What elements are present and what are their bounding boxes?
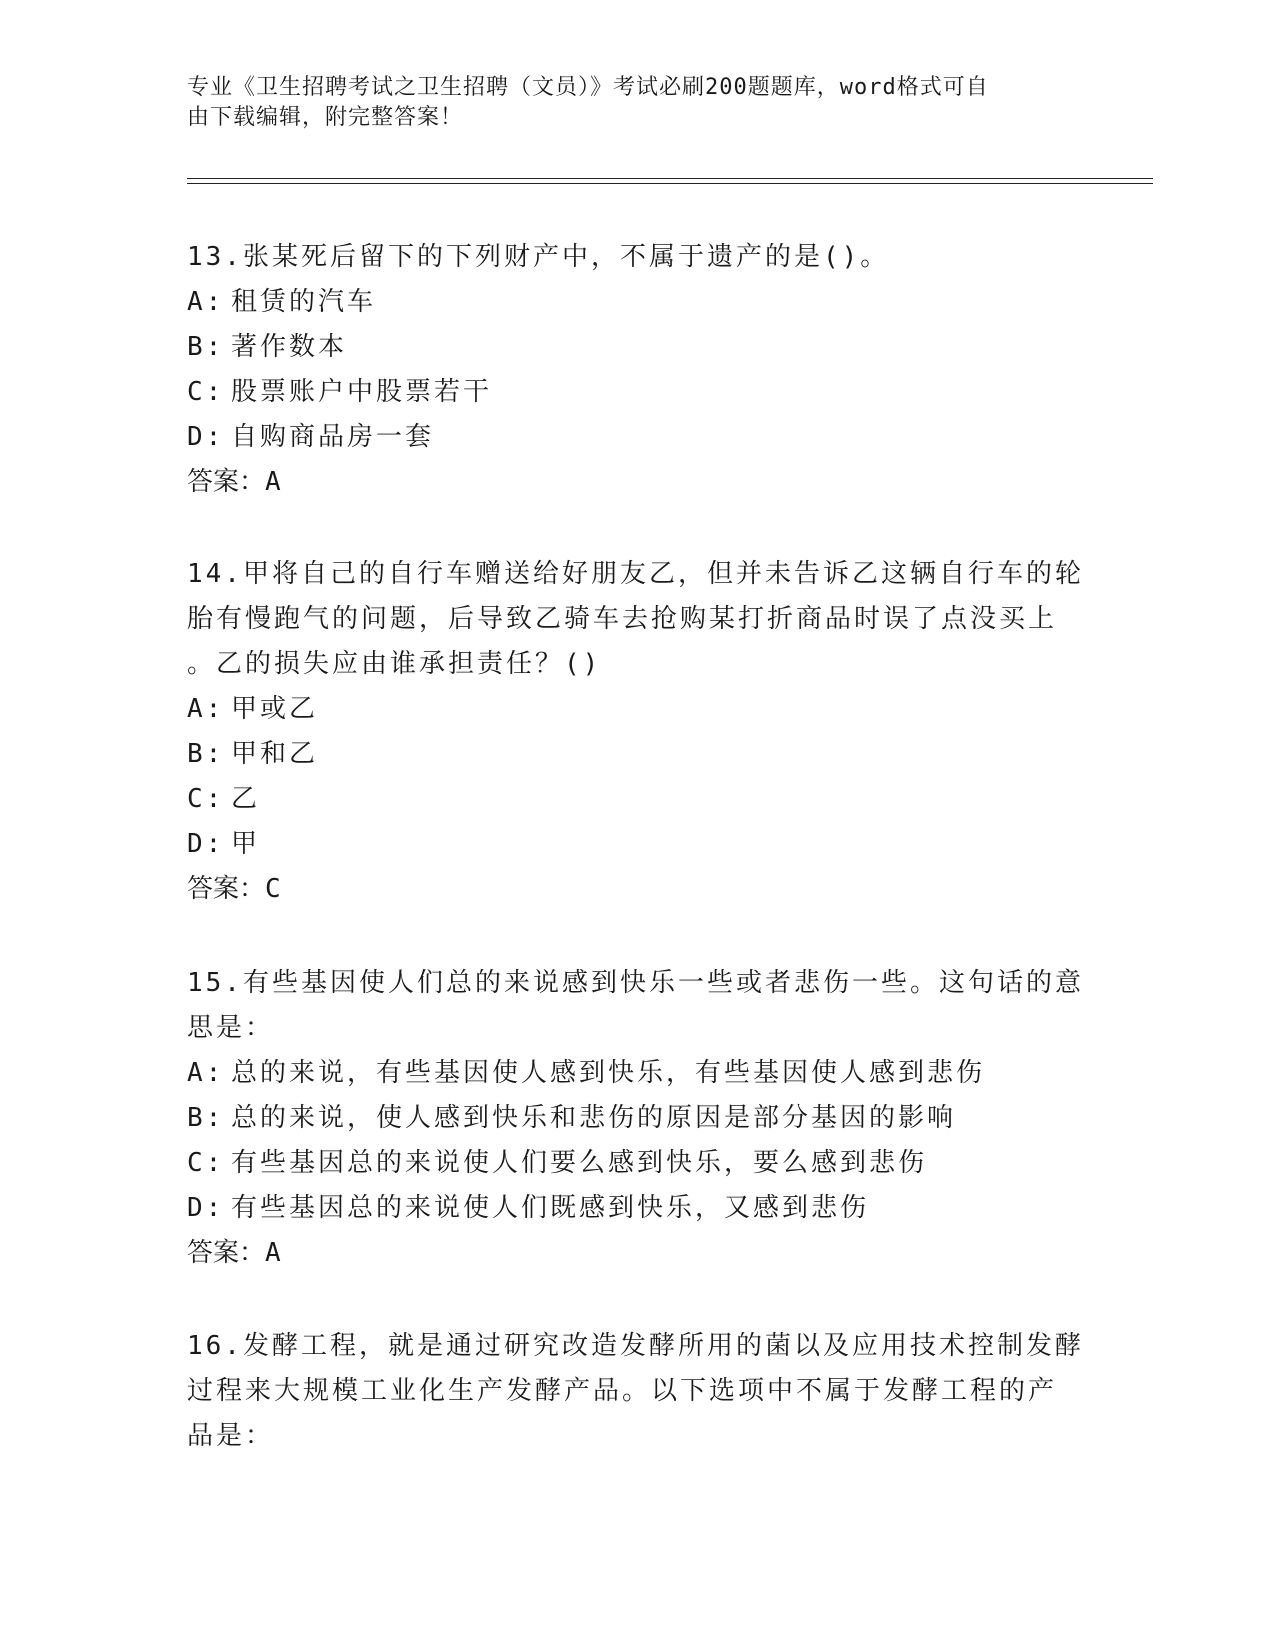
answer-value: A — [265, 1238, 281, 1268]
option-text: 总的来说，有些基因使人感到快乐，有些基因使人感到悲伤 — [231, 1058, 986, 1088]
header-line-2: 由下载编辑，附完整答案！ — [187, 105, 464, 130]
option-text: 总的来说，使人感到快乐和悲伤的原因是部分基因的影响 — [231, 1103, 957, 1133]
option-letter: A: — [187, 287, 225, 317]
question-text-line-1: 15.有些基因使人们总的来说感到快乐一些或者悲伤一些。这句话的意 — [187, 968, 1084, 998]
header-divider-bottom — [187, 183, 1153, 184]
question-text-line-2: 思是： — [187, 1013, 275, 1043]
option-letter: D: — [187, 829, 225, 859]
option-d — [187, 415, 1087, 460]
question-15 — [187, 961, 1087, 1276]
question-text-line-3: 。乙的损失应由谁承担责任？() — [187, 649, 602, 679]
option-text: 甲和乙 — [231, 739, 319, 769]
option-a — [187, 1051, 1087, 1096]
header-line-1: 专业《卫生招聘考试之卫生招聘（文员）》考试必刷200题题库，word格式可自 — [187, 75, 989, 100]
option-letter: B: — [187, 1103, 225, 1133]
option-letter: B: — [187, 332, 225, 362]
option-a — [187, 280, 1087, 325]
option-a — [187, 687, 1087, 732]
option-text: 甲 — [231, 829, 261, 859]
option-text: 著作数本 — [231, 332, 348, 362]
option-d — [187, 822, 1087, 867]
question-text-line-1: 16.发酵工程，就是通过研究改造发酵所用的菌以及应用技术控制发酵 — [187, 1331, 1084, 1361]
option-text: 甲或乙 — [231, 694, 319, 724]
question-text: 13.张某死后留下的下列财产中，不属于遗产的是()。 — [187, 242, 890, 272]
option-c — [187, 370, 1087, 415]
question-text-line-2: 过程来大规模工业化生产发酵产品。以下选项中不属于发酵工程的产 — [187, 1376, 1058, 1406]
answer-line — [187, 460, 1087, 505]
option-text: 股票账户中股票若干 — [231, 377, 493, 407]
document-header — [187, 73, 1087, 133]
answer-label: 答案： — [187, 1238, 266, 1268]
option-c — [187, 777, 1087, 822]
option-text: 乙 — [231, 784, 261, 814]
option-text: 租赁的汽车 — [231, 287, 377, 317]
option-letter: D: — [187, 1193, 225, 1223]
option-letter: A: — [187, 694, 225, 724]
option-b — [187, 732, 1087, 777]
question-text-line-3: 品是： — [187, 1421, 275, 1451]
header-divider-top — [187, 178, 1153, 179]
question-16 — [187, 1324, 1087, 1459]
option-text: 有些基因总的来说使人们要么感到快乐，要么感到悲伤 — [231, 1148, 928, 1178]
answer-value: C — [265, 874, 281, 904]
option-b — [187, 1096, 1087, 1141]
option-letter: A: — [187, 1058, 225, 1088]
question-text-line-2: 胎有慢跑气的问题，后导致乙骑车去抢购某打折商品时误了点没买上 — [187, 604, 1058, 634]
option-text: 有些基因总的来说使人们既感到快乐，又感到悲伤 — [231, 1193, 870, 1223]
answer-line — [187, 867, 1087, 912]
answer-label: 答案： — [187, 874, 266, 904]
answer-label: 答案： — [187, 467, 266, 497]
option-letter: C: — [187, 1148, 225, 1178]
question-13 — [187, 235, 1087, 505]
option-letter: B: — [187, 739, 225, 769]
answer-line — [187, 1231, 1087, 1276]
question-14 — [187, 552, 1087, 912]
question-text-line-1: 14.甲将自己的自行车赠送给好朋友乙，但并未告诉乙这辆自行车的轮 — [187, 559, 1084, 589]
option-d — [187, 1186, 1087, 1231]
option-letter: C: — [187, 784, 225, 814]
option-letter: C: — [187, 377, 225, 407]
option-b — [187, 325, 1087, 370]
option-c — [187, 1141, 1087, 1186]
option-letter: D: — [187, 422, 225, 452]
answer-value: A — [265, 467, 281, 497]
option-text: 自购商品房一套 — [231, 422, 435, 452]
